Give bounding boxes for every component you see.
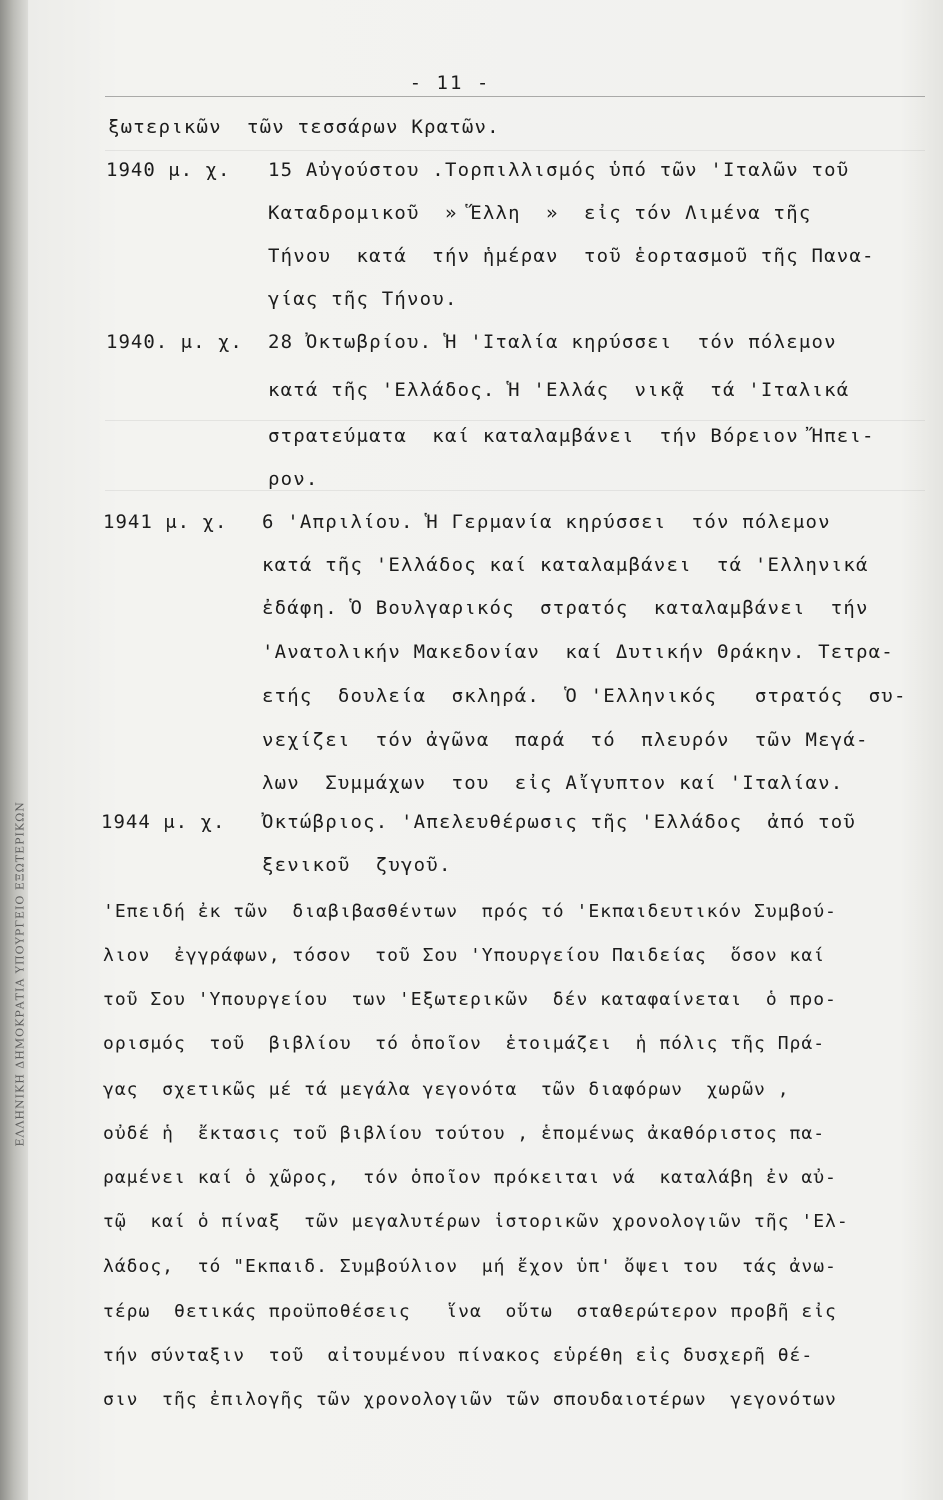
text-line: 6 'Απριλίου. Ἡ Γερμανία κηρύσσει τόν πόλεμον [262, 511, 831, 533]
text-line: 15 Αὐγούστου .Τορπιλλισμός ὑπό τῶν 'Ιταλῶν τοῦ [268, 159, 850, 181]
text-line: 'Ανατολικήν Μακεδονίαν καί Δυτικήν Θράκην. Τετρα- [262, 641, 894, 663]
spine-stamp-text: ΕΛΛΗΝΙΚΗ ΔΗΜΟΚΡΑΤΙΑ ΥΠΟΥΡΓΕΙΟ ΕΞΩΤΕΡΙΚΩΝ [13, 801, 27, 1147]
text-line: ετής δουλεία σκληρά. Ὁ 'Ελληνικός στρατός συ- [262, 685, 907, 707]
faint-rule [105, 420, 925, 421]
text-line: Καταδρομικοῦ » Ἕλλη » εἰς τόν Λιμένα τῆς [268, 202, 812, 224]
text-line: κατά τῆς 'Ελλάδος καί καταλαμβάνει τά 'Ελληνικά [262, 554, 869, 576]
date-1941: 1941 μ. χ. [103, 511, 228, 533]
text-line: κατά τῆς 'Ελλάδος. Ἡ 'Ελλάς νικᾷ τά 'Ιταλικά [268, 379, 850, 401]
text-line: ξωτερικῶν τῶν τεσσάρων Κρατῶν. [108, 116, 500, 138]
page-number: - 11 - [409, 72, 491, 94]
text-line: Ὀκτώβριος. 'Απελευθέρωσις τῆς 'Ελλάδος ἀπό τοῦ [262, 811, 857, 833]
text-line: 28 Ὀκτωβρίου. Ἡ 'Ιταλία κηρύσσει τόν πόλεμον [268, 331, 837, 353]
faint-rule [105, 150, 925, 151]
paragraph-line: τέρω θετικάς προϋποθέσεις ἵνα οὕτω σταθερώτερον προβῆ εἰς [103, 1301, 837, 1322]
paragraph-line: γας σχετικῶς μέ τά μεγάλα γεγονότα τῶν διαφόρων χωρῶν , [103, 1079, 790, 1100]
date-1940-october: 1940. μ. χ. [106, 331, 243, 353]
paragraph-line: σιν τῆς ἐπιλογῆς τῶν χρονολογιῶν τῶν σπουδαιοτέρων γεγονότων [103, 1389, 837, 1410]
text-line: Τήνου κατά τήν ἡμέραν τοῦ ἑορτασμοῦ τῆς Πανα- [268, 245, 875, 267]
text-line: γίας τῆς Τήνου. [268, 288, 458, 310]
faint-rule [105, 490, 925, 491]
paragraph-line: οὐδέ ἡ ἔκτασις τοῦ βιβλίου τούτου , ἑπομένως ἀκαθόριστος πα- [103, 1123, 826, 1144]
paragraph-line: λάδος, τό "Εκπαιδ. Συμβούλιον μή ἔχον ὑπ' ὄψει του τάς ἀνω- [103, 1256, 837, 1277]
text-line: στρατεύματα καί καταλαμβάνει τήν Βόρειον Ἤπει- [268, 425, 875, 447]
paragraph-line: τήν σύνταξιν τοῦ αἰτουμένου πίνακος εὑρέθη εἰς δυσχερῆ θέ- [103, 1345, 814, 1366]
text-line: ρον. [268, 468, 319, 490]
text-line: λων Συμμάχων του εἰς Αἴγυπτον καί 'Ιταλίαν. [262, 772, 844, 794]
paragraph-line: ορισμός τοῦ βιβλίου τό ὁποῖον ἑτοιμάζει ἡ πόλις τῆς Πρά- [103, 1033, 826, 1054]
binding-spine [0, 0, 28, 1500]
header-rule [105, 96, 925, 97]
paragraph-line: ραμένει καί ὁ χῶρος, τόν ὁποῖον πρόκειται νά καταλάβη ἐν αὐ- [103, 1167, 837, 1188]
paragraph-line: λιον ἐγγράφων, τόσον τοῦ Σου 'Υπουργείου Παιδείας ὅσον καί [103, 945, 826, 966]
text-line: ἐδάφη. Ὁ Βουλγαρικός στρατός καταλαμβάνει τήν [262, 597, 869, 619]
text-line: ξενικοῦ ζυγοῦ. [262, 854, 452, 876]
date-1944: 1944 μ. χ. [101, 811, 226, 833]
paragraph-line: τῷ καί ὁ πίναξ τῶν μεγαλυτέρων ἱστορικῶν χρονολογιῶν τῆς 'Ελ- [103, 1211, 849, 1232]
paragraph-line: τοῦ Σου 'Υπουργείου των 'Εξωτερικῶν δέν καταφαίνεται ὁ προ- [103, 989, 837, 1010]
date-1940-august: 1940 μ. χ. [106, 159, 231, 181]
text-line: νεχίζει τόν ἀγῶνα παρά τό πλευρόν τῶν Μεγά- [262, 729, 869, 751]
paragraph-line: 'Επειδή ἐκ τῶν διαβιβασθέντων πρός τό 'Εκπαιδευτικόν Συμβού- [103, 901, 837, 922]
